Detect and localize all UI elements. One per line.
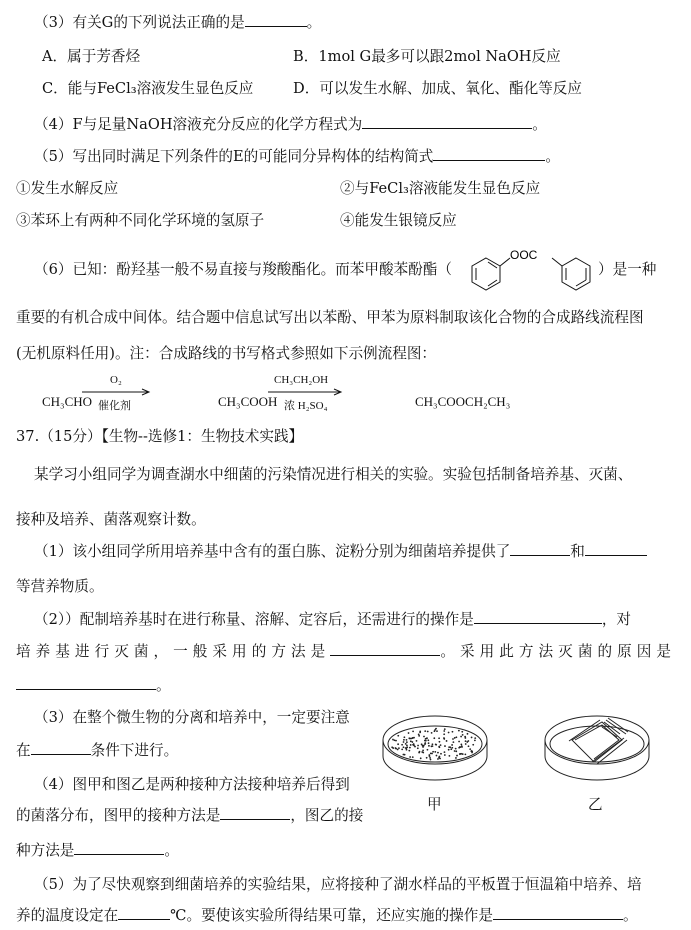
colony-dot	[471, 737, 473, 739]
q37-intro: 某学习小组同学为调查湖水中细菌的污染情况进行相关的实验。实验包括制备培养基、灭菌、	[34, 466, 633, 483]
scheme-product: CH₃COOCH₂CH₃	[415, 394, 511, 409]
colony-dot	[440, 753, 442, 755]
option-c: C．能与FeCl₃溶液发生显色反应	[42, 80, 254, 97]
colony-dot	[448, 755, 450, 757]
colony-dot	[467, 733, 469, 735]
colony-dot	[422, 749, 424, 751]
colony-dot	[401, 744, 403, 746]
colony-dot	[452, 731, 454, 733]
colony-dot	[429, 757, 431, 759]
colony-dot	[465, 740, 467, 742]
colony-dot	[446, 740, 448, 742]
colony-dot	[395, 740, 397, 742]
colony-dot	[423, 736, 425, 738]
answer-blank	[16, 675, 156, 690]
colony-dot	[443, 737, 445, 739]
colony-dot	[427, 731, 429, 733]
colony-dot	[406, 745, 408, 747]
colony-dot	[474, 739, 476, 741]
colony-dot	[462, 753, 464, 755]
q37-2-end: 。	[16, 675, 171, 696]
colony-dot	[403, 741, 405, 743]
q37-1-cont: 等营养物质。	[16, 578, 104, 595]
colony-dot	[412, 744, 414, 746]
q37-title: 37.（15分）【生物--选修1：生物技术实践】	[16, 428, 304, 445]
colony-dot	[460, 736, 462, 738]
colony-dot	[438, 737, 440, 739]
colony-dot	[397, 743, 399, 745]
colony-dot	[454, 737, 456, 739]
colony-dot	[410, 740, 412, 742]
option-d: D．可以发生水解、加成、氧化、酯化等反应	[293, 80, 582, 97]
colony-dot	[397, 735, 399, 737]
answer-blank	[31, 740, 91, 755]
q37-2: （2））配制培养基时在进行称量、溶解、定容后，还需进行的操作是 ，对	[34, 611, 632, 628]
arrow1-reagent: O₂	[110, 374, 122, 386]
q37-4-cont: 的菌落分布，图甲的接种方法是 ，图乙的接	[16, 807, 364, 824]
colony-dot	[406, 746, 408, 748]
petri-dish-streak-plate	[542, 712, 652, 787]
colony-dot	[420, 757, 422, 759]
colony-dot	[440, 744, 442, 746]
colony-dot	[424, 730, 426, 732]
colony-dot	[427, 749, 429, 751]
colony-dot	[406, 741, 408, 743]
scheme-reactant: CH₃CHO	[42, 394, 93, 409]
colony-dot	[452, 738, 454, 740]
q6-line3: (无机原料任用)。注：合成路线的书写格式参照如下示例流程图：	[16, 345, 437, 362]
colony-dot	[408, 732, 410, 734]
colony-dot	[438, 746, 440, 748]
colony-dot	[438, 756, 440, 758]
colony-dot	[469, 748, 471, 750]
answer-blank	[493, 905, 623, 920]
colony-dot	[421, 743, 423, 745]
colony-dot	[418, 752, 420, 754]
colony-dot	[444, 728, 446, 730]
arrow2-condition: 浓 H₂SO₄	[284, 400, 328, 412]
colony-dot	[427, 739, 429, 741]
colony-dot	[464, 737, 466, 739]
q37-4-end: 种方法是 。	[16, 842, 179, 859]
colony-dot	[432, 751, 434, 753]
q5-line: （5）写出同时满足下列条件的E的可能同分异构体的结构简式 。	[34, 148, 560, 165]
colony-dot	[459, 746, 461, 748]
q37-5: （5）为了尽快观察到细菌培养的实验结果，应将接种了湖水样品的平板置于恒温箱中培养、培	[34, 876, 642, 893]
answer-blank	[74, 840, 164, 855]
colony-dot	[409, 747, 411, 749]
answer-blank	[220, 805, 290, 820]
colony-dot	[392, 739, 394, 741]
colony-dot	[456, 755, 458, 757]
colony-dot	[451, 747, 453, 749]
condition-3: ③苯环上有两种不同化学环境的氢原子	[16, 212, 265, 229]
colony-dot	[468, 745, 470, 747]
answer-blank	[585, 541, 647, 556]
colony-dot	[443, 733, 445, 735]
colony-dot	[403, 736, 405, 738]
figure-label-a: 甲	[427, 796, 442, 813]
colony-dot	[436, 730, 438, 732]
colony-dot	[454, 750, 456, 752]
colony-dot	[461, 731, 463, 733]
q37-5-cont: 养的温度设定在 ℃。要使该实验所得结果可靠，还应实施的操作是 。	[16, 907, 638, 924]
colony-dot	[448, 732, 450, 734]
figure-label-b: 乙	[588, 796, 603, 813]
colony-dot	[416, 740, 418, 742]
q37-3: （3）在整个微生物的分离和培养中，一定要注意	[34, 709, 350, 726]
q3-line: （3）有关G的下列说法正确的是 。	[34, 14, 322, 31]
q4-line: （4）F与足量NaOH溶液充分反应的化学方程式为 。	[34, 116, 547, 133]
colony-dot	[395, 748, 397, 750]
condition-4: ④能发生银镜反应	[340, 212, 457, 229]
colony-dot	[455, 757, 457, 759]
colony-dot	[444, 751, 446, 753]
colony-dot	[424, 740, 426, 742]
answer-blank	[330, 641, 440, 656]
reaction-arrow-icon	[82, 388, 152, 396]
colony-dot	[432, 743, 434, 745]
answer-blank	[433, 146, 545, 161]
colony-dot	[458, 730, 460, 732]
colony-dot	[471, 750, 473, 752]
colony-dot	[406, 739, 408, 741]
colony-dot	[429, 755, 431, 757]
colony-dot	[405, 743, 407, 745]
colony-dot	[403, 746, 405, 748]
arrow1-condition: 催化剂	[98, 400, 131, 412]
colony-dot	[452, 741, 454, 743]
colony-dot	[465, 743, 467, 745]
colony-dot	[430, 759, 432, 761]
colony-dot	[451, 744, 453, 746]
answer-blank	[474, 609, 602, 624]
colony-dot	[426, 757, 428, 759]
colony-dot	[436, 755, 438, 757]
colony-dot	[397, 749, 399, 751]
colony-dot	[450, 748, 452, 750]
answer-blank	[245, 12, 307, 27]
colony-dot	[431, 745, 433, 747]
colony-dot	[408, 750, 410, 752]
option-b: B．1mol G最多可以跟2mol NaOH反应	[293, 48, 561, 65]
answer-blank	[510, 541, 570, 556]
colony-dot	[474, 737, 476, 739]
colony-dot	[462, 734, 464, 736]
colony-dot	[458, 741, 460, 743]
colony-dot	[408, 737, 410, 739]
petri-dish-spread-plate	[380, 712, 490, 787]
colony-dot	[411, 741, 413, 743]
colony-dot	[410, 744, 412, 746]
colony-dot	[444, 754, 446, 756]
colony-dot	[455, 736, 457, 738]
colony-dot	[443, 730, 445, 732]
colony-dot	[430, 752, 432, 754]
svg-text:OOC: OOC	[510, 248, 538, 262]
colony-dot	[404, 754, 406, 756]
colony-dot	[437, 752, 439, 754]
answer-blank	[118, 905, 170, 920]
colony-dot	[472, 744, 474, 746]
condition-1: ①发生水解反应	[16, 180, 119, 197]
q6-line1: （6）已知：酚羟基一般不易直接与羧酸酯化。而苯甲酸苯酚酯（	[34, 261, 452, 278]
condition-2: ②与FeCl₃溶液能发生显色反应	[340, 180, 541, 197]
q6-line1-end: ）是一种	[598, 261, 657, 278]
colony-dot	[398, 747, 400, 749]
colony-dot	[422, 745, 424, 747]
colony-dot	[435, 744, 437, 746]
colony-dot	[448, 746, 450, 748]
scheme-intermediate: CH₃COOH	[218, 394, 278, 409]
q6-line2: 重要的有机合成中间体。结合题中信息试写出以苯酚、甲苯为原料制取该化合物的合成路线流程图	[16, 309, 644, 326]
colony-dot	[417, 745, 419, 747]
colony-dot	[459, 753, 461, 755]
colony-dot	[412, 756, 414, 758]
colony-dot	[439, 741, 441, 743]
colony-dot	[431, 732, 433, 734]
colony-dot	[426, 737, 428, 739]
colony-dot	[461, 745, 463, 747]
colony-dot	[435, 728, 437, 730]
colony-dot	[409, 756, 411, 758]
colony-dot	[428, 742, 430, 744]
q37-3-cont: 在 条件下进行。	[16, 742, 179, 759]
colony-dot	[433, 737, 435, 739]
colony-dot	[424, 742, 426, 744]
q37-4: （4）图甲和图乙是两种接种方法接种培养后得到	[34, 776, 350, 793]
phenyl-benzoate-structure	[468, 248, 598, 302]
answer-blank	[362, 114, 532, 129]
q37-intro-cont: 接种及培养、菌落观察计数。	[16, 511, 206, 528]
reaction-arrow-icon	[268, 388, 344, 396]
colony-dot	[421, 751, 423, 753]
colony-dot	[448, 749, 450, 751]
colony-dot	[434, 751, 436, 753]
q37-2-cont: 培养基进行灭菌，一般采用的方法是 。采用此方法灭菌的原因是	[16, 643, 676, 660]
colony-dot	[467, 740, 469, 742]
colony-dot	[419, 730, 421, 732]
colony-dot	[455, 750, 457, 752]
arrow2-reagent: CH₃CH₂OH	[274, 374, 329, 386]
colony-dot	[401, 748, 403, 750]
colony-dot	[412, 730, 414, 732]
colony-dot	[464, 754, 466, 756]
colony-dot	[417, 747, 419, 749]
option-a: A．属于芳香烃	[42, 48, 141, 65]
colony-dot	[455, 748, 457, 750]
colony-dot	[418, 735, 420, 737]
colony-dot	[444, 745, 446, 747]
colony-dot	[413, 737, 415, 739]
colony-dot	[460, 744, 462, 746]
colony-dot	[403, 739, 405, 741]
colony-dot	[428, 745, 430, 747]
colony-dot	[391, 746, 393, 748]
q37-1: （1）该小组同学所用培养基中含有的蛋白胨、淀粉分别为细菌培养提供了 和	[34, 541, 647, 562]
